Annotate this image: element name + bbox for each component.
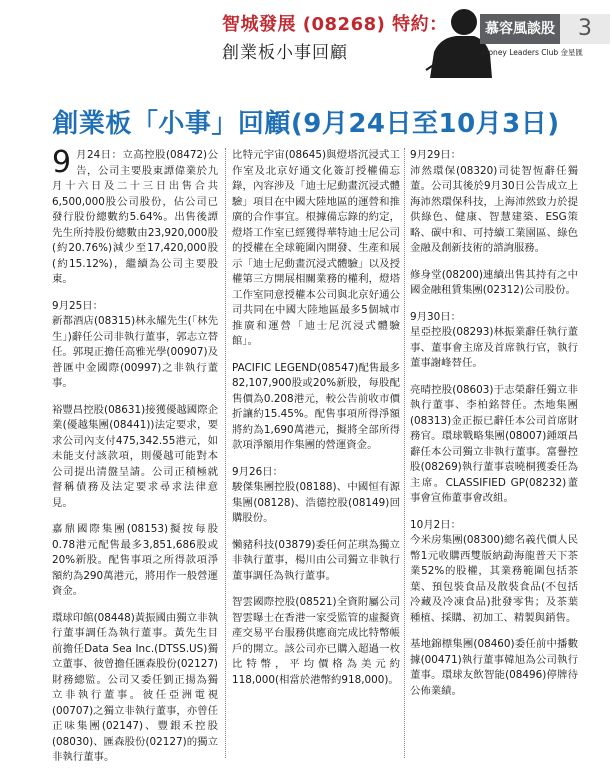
column-divider <box>225 148 226 758</box>
page-header <box>0 0 612 78</box>
article-paragraph: 懶豬科技(03879)委任何芷琪為獨立非執行董事，楊川由公司獨立非執行董事調任為執行董事。 <box>232 538 400 582</box>
drop-cap: 9 <box>52 145 72 180</box>
article-column-3 <box>410 148 578 710</box>
article-paragraph: 修身堂(08200)連續出售其持有之中國金融租賃集團(02312)公司股份。 <box>410 268 578 296</box>
column-title: 創業板小事回顧 <box>222 43 348 63</box>
article-paragraph: 9月29日： 沛然環保(08320)司徒智恆辭任獨董。公司其後於9月30日公告成立上海沛然環保科技，上海沛然致力於提供綠色、健康、智慧建築、ESG策略、碳中和、可持續工業園區、綠色金融及創新技術的諮詢服務。 <box>410 149 578 254</box>
sponsor-title: 智城發展 (08268) 特約： <box>222 14 448 35</box>
article-column-1 <box>52 145 218 777</box>
brand-subtitle: Money Leaders Club 金星匯 <box>482 48 583 57</box>
article-paragraph: 基地錦標集團(08460)委任前中播數據(00471)執行董事韓旭為公司執行董事。環球友飲智能(08496)停牌待公佈業績。 <box>410 638 578 697</box>
brand-label: 慕容風談股 <box>480 14 560 44</box>
article-paragraph: 10月2日： 今米房集團(08300)總名義代價人民幣1元收購西雙版納勐海龍普天下茶業52%的股權，其業務範圍包括茶葉、預包裝食品及散裝食品(不包括冷藏及冷凍食品)批發零售；及茶葉種植、採購、初加工、精製與銷售。 <box>410 518 578 624</box>
article-column-2 <box>232 148 400 699</box>
article-paragraph: 裕豐昌控股(08631)接獲優越國際企業(優越集團(08441))法定要求，要求公司內支付475,342.55港元，如未能支付該款項，則優越可能對本公司提出清盤呈請。公司正積極就督稱債務及法定要求尋求法律意見。 <box>52 403 218 509</box>
article-paragraph: 嘉鼎國際集團(08153)擬按每股0.78港元配售最多3,851,686股或20%新股。配售事項之所得款項淨額約為290萬港元，將用作一般營運資金。 <box>52 523 218 597</box>
article-paragraph: PACIFIC LEGEND(08547)配售最多82,107,900股或20%新股，每股配售價為0.208港元，較公告前收市價折讓約15.45%。配售事項所得淨額將約為1,690萬港元，擬將全部所得款項淨額用作集團的營運資金。 <box>232 361 400 451</box>
article-paragraph: 智雲國際控股(08521)全資附屬公司智雲曝士在香港一家受監管的虛擬資產交易平台服務供應商完成比特幣帳戶的開立。該公司亦已購入超過一枚比特幣，平均價格為美元約118,000(相當於港幣約918,000)。 <box>232 596 400 686</box>
article-paragraph: 9月30日： 星亞控股(08293)林振業辭任執行董事、董事會主席及首席執行官，執行董事謝峰替任。 <box>410 310 578 369</box>
article-paragraph: 環球印館(08448)黃振國由獨立非執行董事調任為執行董事。黃先生目前擔任Data Sea Inc.(DTSS.US)獨立董事、彼曾擔任匯森股份(02127)財務總監。公司又委任劉正揚為獨立非執行董事。彼任亞洲電視(00707)之獨立非執行董事，亦曾任正味集團(02147)、豐銀禾控股(08030)、匯森股份(02127)的獨立非執行董事。 <box>52 611 218 763</box>
article-paragraph: 9月25日： 新都酒店(08315)林永耀先生(「林先生」)辭任公司非執行董事，郭志立替任。郭現正擔任高雅光學(00907)及普匯中金國際(00997)之非執行董事。 <box>52 299 218 389</box>
column-divider <box>404 148 405 758</box>
article-paragraph: 亮晴控股(08603)于志榮辭任獨立非執行董事、李柏銘替任。杰地集團(08313)金正振已辭任本公司首席財務官。環球戰略集團(08007)鍾頌昌辭任本公司獨立非執行董事。富譽控股(08269)執行董事袁曉桐獲委任為主席。CLASSIFIED GP(08232)董事會宣佈董事會改組。 <box>410 383 578 504</box>
article-paragraph: 比特元宇宙(08645)與燈塔沉浸式工作室及北京好通文化簽訂授權備忘錄，內容涉及「迪士尼動畫沉浸式體驗」項目在中國大陸地區的運營和推廣的合作事宜。根據備忘錄的約定，燈塔工作室已經獲得華特迪士尼公司的授權在全球範圍內開發、生產和展示「迪士尼動畫沉浸式體驗」以及授權第三方開展相關業務的權利，燈塔工作室同意授權本公司與北京好通公司共同在中國大陸地區最多5個城市推廣和運營「迪士尼沉浸式體驗館」。 <box>232 149 400 347</box>
page-number: 3 <box>560 14 610 44</box>
article-paragraph: 9 月24日：立高控股(08472)公告，公司主要股東譚偉業於九月十六日及二十三日出售合共6,500,000股公司股份，佔公司已發行股份總數約5.64%。出售後譚先生所持股份總數由23,920,000股(約20.76%)減少至17,420,000股(約15.12%)，繼續為公司主要股東。 <box>52 145 218 285</box>
article-paragraph: 9月26日： 駿傑集團控股(08188)、中國恒有源集團(08128)、浩德控股(08149)回購股份。 <box>232 465 400 524</box>
article-title: 創業板「小事」回顧(9月24日至10月3日) <box>52 109 560 139</box>
